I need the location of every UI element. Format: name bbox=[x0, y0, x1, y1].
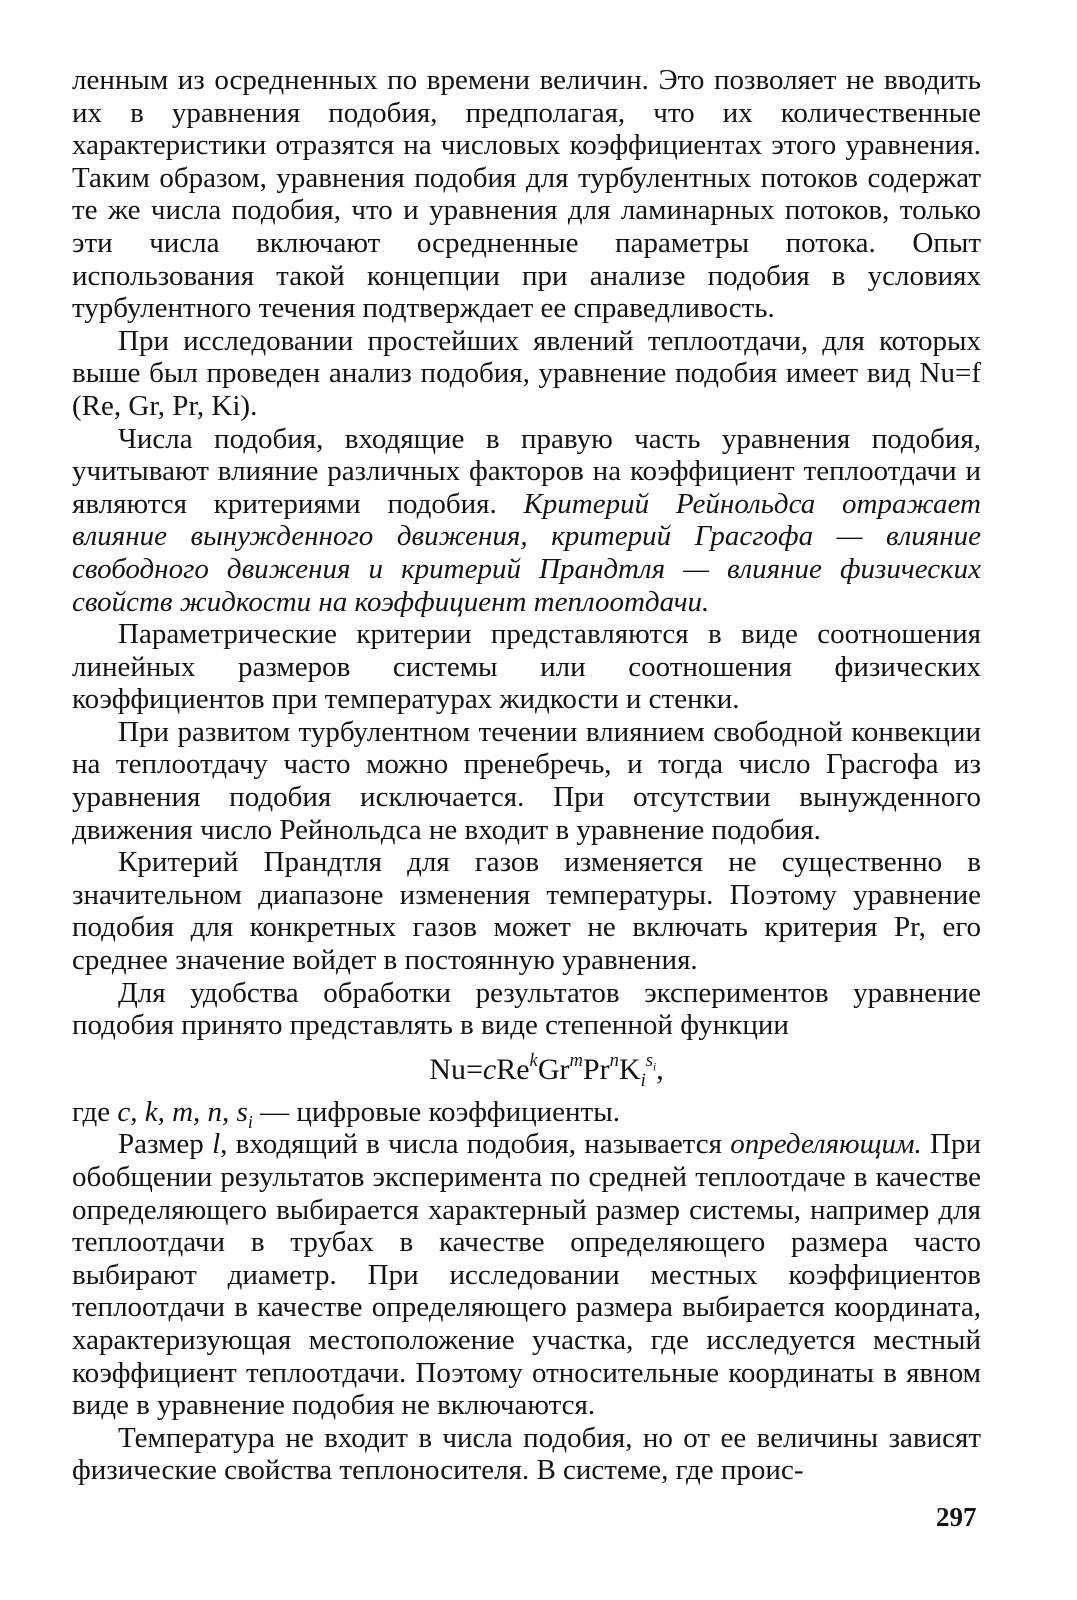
paragraph-8-vars: c, k, m, n, s bbox=[117, 1095, 248, 1128]
formula-k-criterion: K bbox=[618, 1052, 641, 1086]
paragraph-9-italic: определяющим. bbox=[730, 1128, 922, 1161]
paragraph-10-text: Температура не входит в числа подобия, но от ее величины зависят физические свойства теплоносителя. В системе, где проис- bbox=[72, 1421, 981, 1487]
paragraph-4 bbox=[72, 618, 981, 716]
paragraph-8-start: где bbox=[72, 1095, 118, 1128]
paragraph-10 bbox=[72, 1422, 981, 1487]
formula-exp-k: k bbox=[529, 1049, 538, 1071]
paragraph-7-text: Для удобства обработки результатов экспериментов уравнение подобия принято представлять в виде степенной функции bbox=[72, 976, 981, 1042]
formula-re: Re bbox=[496, 1052, 530, 1086]
paragraph-4-text: Параметрические критерии представляются в виде соотношения линейных размеров системы или соотношения физических коэффициентов при температурах жидкости и стенки. bbox=[72, 618, 981, 716]
page-number: 297 bbox=[936, 1502, 977, 1532]
formula-exp-s: s bbox=[645, 1049, 653, 1071]
formula-exp-n: n bbox=[609, 1049, 619, 1071]
paragraph-9 bbox=[72, 1128, 981, 1421]
paragraph-1 bbox=[72, 64, 981, 325]
formula-exp-si bbox=[645, 1049, 657, 1074]
power-function-formula bbox=[72, 1050, 981, 1090]
formula-exp-sub-i: i bbox=[652, 1061, 657, 1074]
formula-gr: Gr bbox=[537, 1052, 570, 1086]
formula-equals: = bbox=[465, 1052, 483, 1086]
paragraph-9-l: l bbox=[212, 1128, 221, 1161]
paragraph-7 bbox=[72, 977, 981, 1042]
formula-c: c bbox=[482, 1052, 497, 1086]
formula-sub-i: i bbox=[640, 1069, 646, 1091]
paragraph-2-text: При исследовании простейших явлений теплоотдачи, для которых выше был проведен анализ подобия, уравнение подобия имеет вид Nu=f (Re, Gr, Pr, Ki). bbox=[72, 324, 981, 422]
paragraph-1-text: ленным из осредненных по времени величин. Это позволяет не вводить их в уравнения подобия, предполагая, что их количественные характеристики отразятся на числовых коэффициентах этого уравнения. Таким образом, уравнения подобия для турбулентных потоков содержат те же числа подобия, что и уравнения для ламинарных потоков, только эти числа включают осредненные параметры потока. Опыт использования такой концепции при анализе подобия в условиях турбулентного течения подтверждает ее справедливость. bbox=[72, 64, 981, 325]
paragraph-8-end: — цифровые коэффициенты. bbox=[252, 1095, 620, 1128]
body-text bbox=[72, 64, 981, 1487]
formula-comma: , bbox=[656, 1052, 664, 1086]
paragraph-9-b: , входящий в числа подобия, называется bbox=[220, 1128, 731, 1161]
paragraph-6 bbox=[72, 846, 981, 976]
paragraph-5 bbox=[72, 716, 981, 846]
paragraph-6-text: Критерий Прандтля для газов изменяется не существенно в значительном диапазоне изменения температуры. Поэтому уравнение подобия для конкретных газов может не включать критерия Pr, его среднее значение войдет в постоянную уравнения. bbox=[72, 846, 981, 977]
formula-nu: Nu bbox=[429, 1052, 466, 1086]
paragraph-9-c: При обобщении результатов эксперимента по средней теплоотдаче в качестве определяющего выбирается характерный размер системы, например для теплоотдачи в трубах в качестве определяющего размера часто выбирают диаметр. При исследовании местных коэффициентов теплоотдачи в качестве определяющего размера выбирается координата, характеризующая местоположение участка, где исследуется местный коэффициент теплоотдачи. Поэтому относительные координаты в явном виде в уравнение подобия не включаются. bbox=[72, 1128, 982, 1422]
paragraph-8-sub: i bbox=[247, 1111, 253, 1132]
formula-exp-m: m bbox=[569, 1049, 583, 1071]
paragraph-2 bbox=[72, 325, 981, 423]
paragraph-5-text: При развитом турбулентном течении влиянием свободной конвекции на теплоотдачу часто можно пренебречь, и тогда число Грасгофа из уравнения подобия исключается. При отсутствии вынужденного движения число Рейнольдса не входит в уравнение подобия. bbox=[72, 715, 981, 846]
paragraph-9-a: Размер bbox=[118, 1128, 213, 1161]
paragraph-3-italic-text: Критерий Рейнольдса отражает влияние вынужденного движения, критерий Грасгофа — влияние свободного движения и критерий Прандтля — влияние физических свойств жидкости на коэффициент теплоотдачи. bbox=[72, 487, 981, 618]
paragraph-3 bbox=[72, 423, 981, 619]
paragraph-8 bbox=[72, 1095, 981, 1132]
formula-pr: Pr bbox=[582, 1052, 610, 1086]
paragraph-3-text: Числа подобия, входящие в правую часть уравнения подобия, учитывают влияние различных факторов на коэффициент теплоотдачи и являются критериями подобия. bbox=[72, 422, 981, 520]
